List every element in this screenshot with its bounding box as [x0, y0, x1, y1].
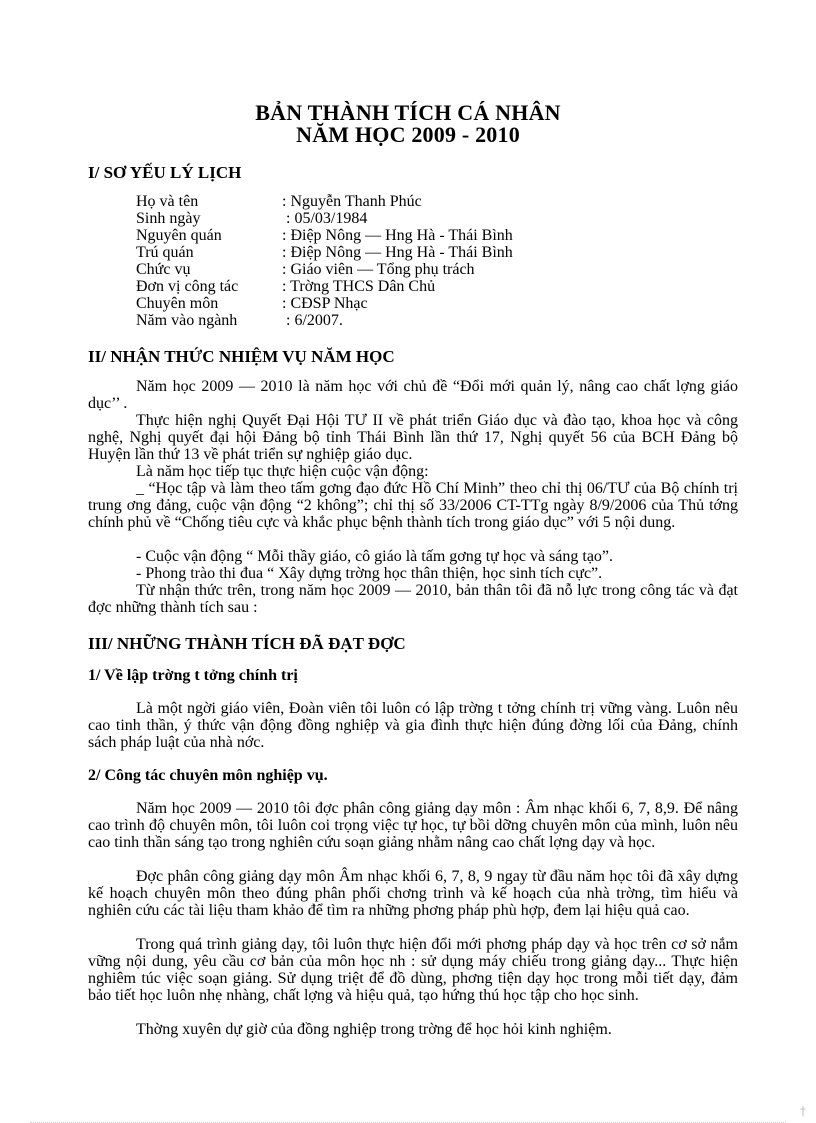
- section2-paragraph-5: [88, 548, 738, 565]
- section3-heading: III/ NHỮNG THÀNH TÍCH ĐÃ ĐẠT ĐỢC: [88, 634, 406, 653]
- subsection2-paragraph-2: [88, 868, 738, 919]
- section2-paragraph-1: [88, 378, 738, 412]
- paragraph-text: Là năm học tiếp tục thực hiện cuộc vận động:: [136, 463, 429, 480]
- info-value: : 6/2007.: [282, 312, 343, 329]
- info-label: Năm vào ngành: [136, 312, 238, 329]
- info-label: Họ và tên: [136, 193, 199, 210]
- info-value: : Điệp Nông — Hng Hà - Thái Bình: [282, 244, 513, 261]
- paragraph-text: Đợc phân công giảng dạy môn Âm nhạc khối 6, 7, 8, 9 ngay từ đầu năm học tôi đã xây dựng kế hoạch chuyên môn theo đúng phân phối chơng trình và kế hoạch của nhà trờng, tìm hiểu và nghiên cứu các tài liệu tham khảo để tìm ra những phơng pháp phù hợp, đem lại hiệu quả cao.: [88, 868, 738, 919]
- info-value: : Giáo viên — Tổng phụ trách: [282, 261, 475, 278]
- paragraph-text: Trong quá trình giảng dạy, tôi luôn thực hiện đổi mới phơng pháp dạy và học trên cơ sở nắm vững nội dung, yêu cầu cơ bản của môn học nh : sử dụng máy chiếu trong giảng dạy... Thực hiện nghiêm túc việc soạn giảng. Sử dụng triệt để đồ dùng, phơng tiện dạy học trong mỗi tiết dạy, đảm bảo tiết học luôn nhẹ nhàng, chất lợng và hiệu quả, tạo hứng thú học tập cho học sinh.: [88, 936, 738, 1004]
- paragraph-text: Năm học 2009 — 2010 tôi đợc phân công giảng dạy môn : Âm nhạc khối 6, 7, 8,9. Để nâng cao trình độ chuyên môn, tôi luôn coi trọng việc tự học, tự bồi dỡng chuyên môn của mình, luôn nêu cao tinh thần sáng tạo trong nghiên cứu soạn giảng nhằm nâng cao chất lợng dạy và học.: [88, 800, 738, 851]
- paragraph-text: - Phong trào thi đua “ Xây dựng trờng học thân thiện, học sinh tích cực”.: [136, 565, 603, 582]
- info-value: : Trờng THCS Dân Chủ: [282, 278, 436, 295]
- info-row-workplace: [136, 278, 435, 295]
- info-label: Nguyên quán: [136, 227, 222, 244]
- subsection2-heading: 2/ Công tác chuyên môn nghiệp vụ.: [88, 767, 328, 784]
- info-label: Chuyên môn: [136, 295, 219, 312]
- page-corner-mark-icon: †: [800, 1104, 806, 1118]
- info-row-name: [136, 193, 422, 210]
- paragraph-text: _ “Học tập và làm theo tấm gơng đạo đức Hồ Chí Minh” theo chỉ thị 06/TƯ của Bộ chính trị trung ơng đảng, cuộc vận động “2 không”; chỉ thị số 33/2006 CT-TTg ngày 8/9/2006 của Thủ tớng chính phủ về “Chống tiêu cực và khắc phục bệnh thành tích trong giáo dục” với 5 nội dung.: [88, 480, 738, 531]
- section2-paragraph-6: [88, 565, 738, 582]
- info-value: : 05/03/1984: [282, 210, 368, 227]
- info-label: Chức vụ: [136, 261, 191, 278]
- subsection2-paragraph-4: [88, 1021, 738, 1038]
- document-title-line2: NĂM HỌC 2009 - 2010: [296, 122, 520, 147]
- section2-paragraph-3: [88, 463, 738, 480]
- info-value: : CĐSP Nhạc: [282, 295, 368, 312]
- info-label: Sinh ngày: [136, 210, 201, 227]
- section2-paragraph-7: [88, 582, 738, 616]
- section1-heading: I/ SƠ YẾU LÝ LỊCH: [88, 163, 242, 182]
- info-label: Đơn vị công tác: [136, 278, 239, 295]
- subsection2-paragraph-1: [88, 800, 738, 851]
- subsection1-heading: 1/ Về lập trờng t tởng chính trị: [88, 667, 298, 684]
- info-row-start-year: [136, 312, 343, 329]
- paragraph-text: Năm học 2009 — 2010 là năm học với chủ đề “Đổi mới quản lý, nâng cao chất lợng giáo dục’’ .: [88, 378, 738, 412]
- info-row-position: [136, 261, 475, 278]
- paragraph-text: Thực hiện nghị Quyết Đại Hội TƯ II về phát triển Giáo dục và đào tạo, khoa học và công nghệ, Nghị quyết đại hội Đảng bộ tỉnh Thái Bình lần thứ 17, Nghị quyết 56 của BCH Đảng bộ Huyện lần thứ 13 về phát triển sự nghiệp giáo dục.: [88, 412, 738, 463]
- subsection2-paragraph-3: [88, 936, 738, 1004]
- section2-paragraph-2: [88, 412, 738, 463]
- info-value: : Nguyễn Thanh Phúc: [282, 193, 422, 210]
- paragraph-text: Từ nhận thức trên, trong năm học 2009 — 2010, bản thân tôi đã nỗ lực trong công tác và đạt đợc những thành tích sau :: [88, 582, 738, 616]
- document-title-line1: BẢN THÀNH TÍCH CÁ NHÂN: [255, 100, 561, 125]
- subsection1-paragraph-1: [88, 700, 738, 751]
- section2-heading: II/ NHẬN THỨC NHIỆM VỤ NĂM HỌC: [88, 347, 395, 366]
- info-value: : Điệp Nông — Hng Hà - Thái Bình: [282, 227, 513, 244]
- info-row-residence: [136, 244, 513, 261]
- info-label: Trú quán: [136, 244, 194, 261]
- info-row-specialty: [136, 295, 368, 312]
- section2-paragraph-4: [88, 480, 738, 531]
- info-row-hometown: [136, 227, 513, 244]
- paragraph-text: Thờng xuyên dự giờ của đồng nghiệp trong trờng để học hỏi kinh nghiệm.: [136, 1021, 612, 1038]
- paragraph-text: - Cuộc vận động “ Mỗi thầy giáo, cô giáo là tấm gơng tự học và sáng tạo”.: [136, 548, 614, 565]
- paragraph-text: Là một ngời giáo viên, Đoàn viên tôi luôn có lập trờng t tởng chính trị vững vàng. Luôn nêu cao tinh thần, ý thức vận động đồng nghiệp và gia đình thực hiện đúng đờng lối của Đảng, chính sách pháp luật của nhà nớc.: [88, 700, 738, 751]
- info-row-birthdate: [136, 210, 367, 227]
